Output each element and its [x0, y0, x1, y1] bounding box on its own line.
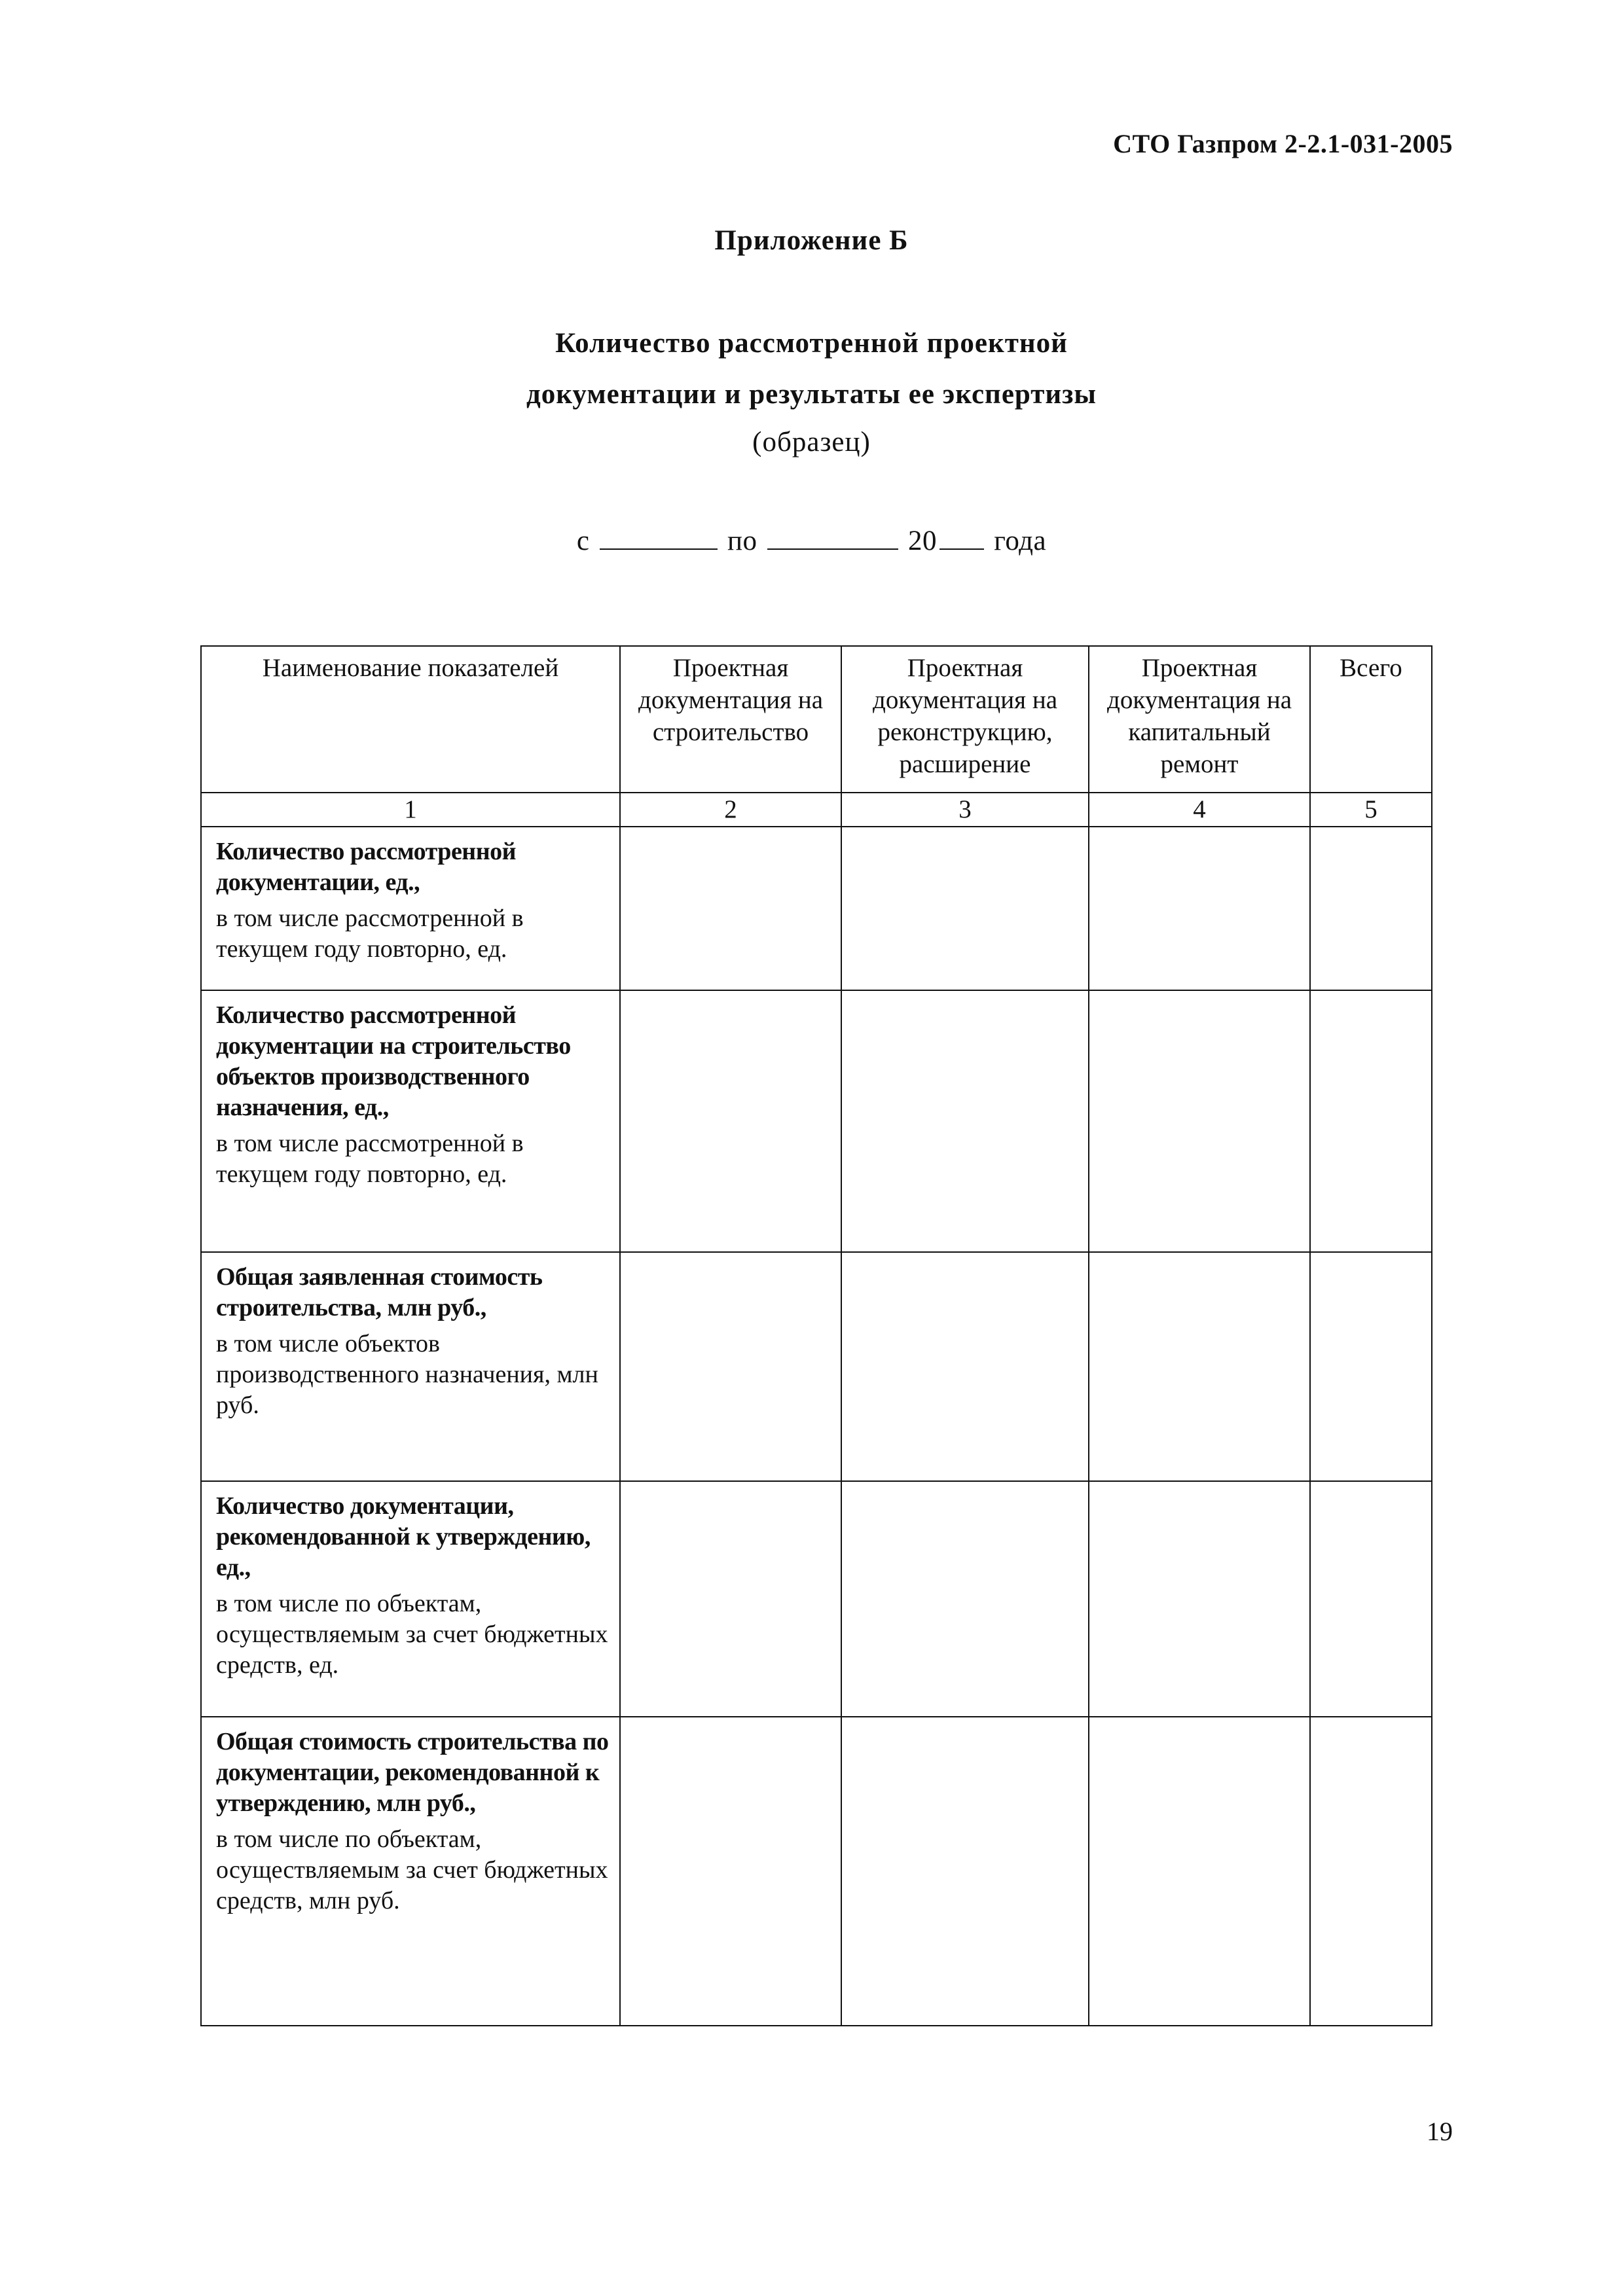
data-cell[interactable] [1089, 1717, 1310, 2026]
row-label [201, 1481, 620, 1717]
data-cell[interactable] [841, 1717, 1089, 2026]
form-title-sample-note: (образец) [752, 427, 871, 457]
column-header-reconstruction: Проектная документация на реконструкцию, расширение [841, 646, 1089, 793]
row-label-main: Количество документации, рекомендованной к утверждению, ед., [216, 1492, 591, 1581]
table-row [201, 1717, 1432, 2026]
data-cell[interactable] [1089, 1252, 1310, 1481]
table-header-row [201, 646, 1432, 793]
period-from-blank[interactable] [600, 548, 718, 550]
column-header-construction: Проектная документация на строительство [620, 646, 841, 793]
table-row [201, 827, 1432, 990]
column-number: 3 [841, 793, 1089, 827]
period-year-suffix: года [994, 526, 1047, 556]
period-to-label: по [727, 526, 757, 556]
row-label-sub: в том числе по объектам, осуществляемым за счет бюджетных средств, ед. [216, 1590, 608, 1679]
data-cell[interactable] [1310, 990, 1432, 1252]
document-code: СТО Газпром 2-2.1-031-2005 [1113, 129, 1453, 158]
column-number-row [201, 793, 1432, 827]
data-cell[interactable] [841, 1481, 1089, 1717]
data-cell[interactable] [620, 1481, 841, 1717]
form-title-line-2: документации и результаты ее экспертизы [526, 379, 1097, 410]
reporting-period [0, 525, 1623, 557]
row-label-sub: в том числе по объектам, осуществляемым за счет бюджетных средств, млн руб. [216, 1825, 608, 1914]
data-cell[interactable] [841, 990, 1089, 1252]
period-from-label: с [576, 526, 590, 556]
form-title-line-1: Количество рассмотренной проектной [555, 328, 1068, 359]
column-number: 4 [1089, 793, 1310, 827]
data-cell[interactable] [1310, 1717, 1432, 2026]
row-label-sub: в том числе рассмотренной в текущем году повторно, ед. [216, 1130, 524, 1188]
page-number: 19 [1427, 2117, 1453, 2146]
data-cell[interactable] [841, 827, 1089, 990]
column-header-indicators: Наименование показателей [201, 646, 620, 793]
period-year-blank[interactable] [939, 548, 984, 550]
column-header-capital-repair: Проектная документация на капитальный ремонт [1089, 646, 1310, 793]
row-label [201, 1252, 620, 1481]
period-to-blank[interactable] [767, 548, 898, 550]
report-table [200, 645, 1432, 2026]
data-cell[interactable] [620, 1252, 841, 1481]
row-label [201, 827, 620, 990]
row-label [201, 1717, 620, 2026]
row-label [201, 990, 620, 1252]
data-cell[interactable] [1310, 1481, 1432, 1717]
data-cell[interactable] [1089, 990, 1310, 1252]
period-year-prefix: 20 [908, 526, 938, 556]
data-cell[interactable] [620, 827, 841, 990]
data-cell[interactable] [620, 990, 841, 1252]
column-header-total: Всего [1310, 646, 1432, 793]
data-cell[interactable] [1310, 827, 1432, 990]
row-label-main: Общая стоимость строительства по документации, рекомендованной к утверждению, млн руб., [216, 1728, 609, 1817]
row-label-main: Общая заявленная стоимость строительства, млн руб., [216, 1263, 543, 1321]
data-cell[interactable] [1310, 1252, 1432, 1481]
table-row [201, 990, 1432, 1252]
row-label-sub: в том числе рассмотренной в текущем году повторно, ед. [216, 905, 524, 963]
column-number: 1 [201, 793, 620, 827]
table-row [201, 1481, 1432, 1717]
data-cell[interactable] [1089, 827, 1310, 990]
row-label-main: Количество рассмотренной документации, ед., [216, 838, 516, 896]
data-cell[interactable] [1089, 1481, 1310, 1717]
table-row [201, 1252, 1432, 1481]
data-cell[interactable] [620, 1717, 841, 2026]
data-cell[interactable] [841, 1252, 1089, 1481]
appendix-title: Приложение Б [714, 225, 909, 256]
row-label-sub: в том числе объектов производственного назначения, млн руб. [216, 1330, 598, 1419]
column-number: 2 [620, 793, 841, 827]
row-label-main: Количество рассмотренной документации на строительство объектов производственного назначения, ед., [216, 1001, 571, 1121]
column-number: 5 [1310, 793, 1432, 827]
